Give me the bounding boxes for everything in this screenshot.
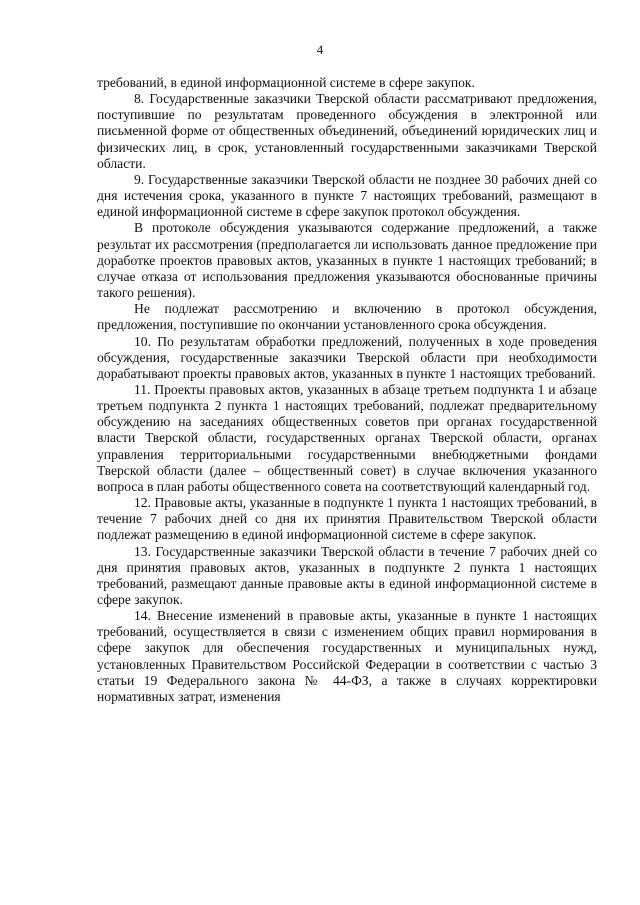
document-body bbox=[97, 75, 597, 705]
paragraph-item-12: 12. Правовые акты, указанные в подпункте 1 пункта 1 настоящих требований, в течение 7 рабочих дней со дня их принятия Правительством Тверской области подлежат размещению в единой информационной системе в сфере закупок. bbox=[97, 495, 597, 543]
paragraph-item-10: 10. По результатам обработки предложений, полученных в ходе проведения обсуждения, государственные заказчики Тверской области при необходимости дорабатывают проекты правовых актов, указанных в пункте 1 настоящих требований. bbox=[97, 333, 597, 381]
paragraph-protocol-contents: В протоколе обсуждения указываются содержание предложений, а также результат их рассмотрения (предполагается ли использовать данное предложение при доработке проектов правовых актов, указанных в пункте 1 настоящих требований; в случае отказа от использования предложения указываются обоснованные причины такого решения). bbox=[97, 220, 597, 301]
paragraph-item-14: 14. Внесение изменений в правовые акты, указанные в пункте 1 настоящих требований, осуществляется в связи с изменением общих правил нормирования в сфере закупок для обеспечения государственных и муниципальных нужд, установленных Правительством Российской Федерации в соответствии с частью 3 статьи 19 Федерального закона № 44-ФЗ, а также в случаях корректировки нормативных затрат, изменения bbox=[97, 608, 597, 704]
paragraph-continuation: требований, в единой информационной системе в сфере закупок. bbox=[97, 75, 475, 90]
page-number: 4 bbox=[316, 42, 324, 57]
paragraph-late-proposals: Не подлежат рассмотрению и включению в протокол обсуждения, предложения, поступившие по окончании установленного срока обсуждения. bbox=[97, 301, 597, 333]
paragraph-item-13: 13. Государственные заказчики Тверской области в течение 7 рабочих дней со дня принятия правовых актов, указанных в подпункте 2 пункта 1 настоящих требований, размещают данные правовые акты в единой информационной системе в сфере закупок. bbox=[97, 543, 597, 607]
paragraph-item-11: 11. Проекты правовых актов, указанных в абзаце третьем подпункта 1 и абзаце третьем подпункта 2 пункта 1 настоящих требований, подлежат предварительному обсуждению на заседаниях общественных советов при органах государственной власти Тверской области, государственных органах Тверской области, органах управления территориальными государственными внебюджетными фондами Тверской области (далее – общественный совет) в случае включения указанного вопроса в план работы общественного совета на соответствующий календарный год. bbox=[97, 381, 597, 494]
paragraph-item-9: 9. Государственные заказчики Тверской области не позднее 30 рабочих дней со дня истечения срока, указанного в пункте 7 настоящих требований, размещают в единой информационной системе в сфере закупок протокол обсуждения. bbox=[97, 171, 597, 220]
paragraph-item-8: 8. Государственные заказчики Тверской области рассматривают предложения, поступившие по результатам проведенного обсуждения в электронной или письменной форме от общественных объединений, объединений юридических лиц и физических лиц, в срок, установленный государственными заказчиками Тверской области. bbox=[97, 91, 597, 171]
